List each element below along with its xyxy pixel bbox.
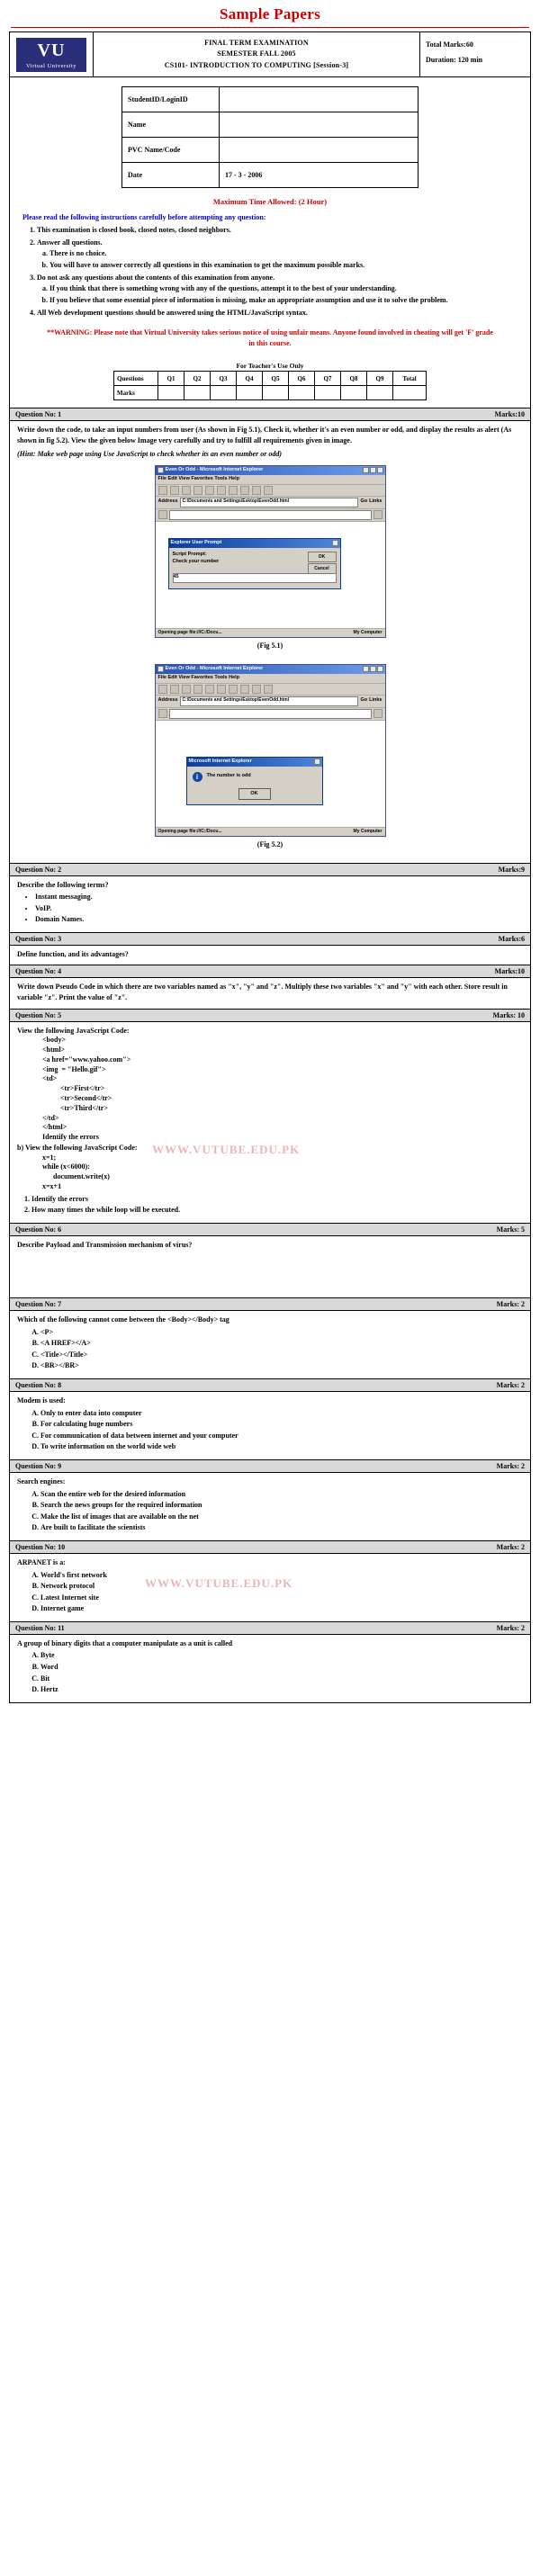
close-icon[interactable] bbox=[377, 467, 383, 473]
watermark-text-2: WWW.VUTUBE.EDU.PK bbox=[145, 1575, 293, 1590]
question-part-b: b) View the following JavaScript Code: bbox=[17, 1144, 138, 1153]
title-divider bbox=[11, 27, 529, 28]
back-icon[interactable] bbox=[158, 486, 167, 495]
question-options bbox=[40, 1408, 523, 1452]
media-icon[interactable] bbox=[240, 486, 249, 495]
alert-ok-button[interactable]: OK bbox=[238, 788, 271, 800]
refresh-icon[interactable] bbox=[194, 685, 202, 694]
question-number: Question No: 10 bbox=[15, 1542, 66, 1551]
alert-titlebar bbox=[187, 758, 322, 767]
question-text: Describe Payload and Transmission mechanism of virus? bbox=[17, 1241, 193, 1249]
instruction-subitem: b. If you believe that some essential piece of information is missing, make an appropriate assumption and use it to solve the problem. bbox=[50, 295, 518, 306]
instruction-sublist bbox=[50, 283, 518, 306]
browser-statusbar bbox=[156, 828, 385, 836]
mark-q9[interactable] bbox=[367, 386, 393, 400]
watermark-text: WWW.VUTUBE.EDU.PK bbox=[152, 1143, 301, 1157]
question-number: Question No: 9 bbox=[15, 1461, 62, 1470]
question-marks: Marks: 2 bbox=[496, 1300, 525, 1308]
option-item[interactable]: A. Only to enter data into computer bbox=[40, 1408, 523, 1419]
question-number: Question No: 2 bbox=[15, 865, 62, 874]
logo-text: VU bbox=[16, 38, 86, 62]
address-label: Address bbox=[158, 697, 178, 704]
col-q7: Q7 bbox=[315, 372, 341, 386]
instruction-item: 4. All Web development questions should be answered using the HTML/JavaScript syntax. bbox=[37, 308, 518, 319]
browser-statusbar bbox=[156, 629, 385, 637]
question-body-3 bbox=[10, 946, 530, 965]
code-line: document.write(x) bbox=[42, 1172, 110, 1181]
exam-line-3: CS101- INTRODUCTION TO COMPUTING [Session-3] bbox=[164, 60, 349, 69]
question-body-5 bbox=[10, 1022, 530, 1223]
favorites-icon[interactable] bbox=[229, 685, 238, 694]
question-header-10 bbox=[10, 1540, 530, 1554]
teachers-use-section bbox=[10, 360, 530, 408]
browser-searchbar[interactable] bbox=[156, 509, 385, 522]
university-logo bbox=[10, 32, 94, 76]
option-item[interactable]: B. Word bbox=[40, 1662, 523, 1673]
exam-line-1: FINAL TERM EXAMINATION bbox=[204, 39, 309, 47]
code-line: <img = "Hello.gif"> bbox=[42, 1064, 106, 1073]
question-body-2 bbox=[10, 876, 530, 932]
option-item[interactable]: D. Hertz bbox=[40, 1684, 523, 1695]
figure-caption-1: (Fig 5.1) bbox=[256, 642, 284, 651]
search-go-icon[interactable] bbox=[374, 510, 382, 519]
figure-5-1 bbox=[17, 460, 523, 659]
question-header-5 bbox=[10, 1009, 530, 1022]
question-number: Question No: 5 bbox=[15, 1010, 62, 1019]
col-q1: Q1 bbox=[158, 372, 184, 386]
option-item[interactable]: C. For communication of data between internet and your computer bbox=[40, 1431, 523, 1441]
status-left-text: Opening page file:///C:/Docu... bbox=[158, 629, 222, 635]
option-item[interactable]: A. World's first network bbox=[40, 1570, 523, 1581]
stop-icon[interactable] bbox=[182, 486, 191, 495]
info-value-pvc[interactable] bbox=[220, 138, 418, 163]
browser-menubar[interactable]: File Edit View Favorites Tools Help bbox=[156, 674, 385, 684]
table-row bbox=[122, 112, 418, 138]
question-subquestions bbox=[32, 1194, 523, 1216]
forward-icon[interactable] bbox=[170, 685, 179, 694]
question-header-9 bbox=[10, 1459, 530, 1473]
go-button[interactable]: Go bbox=[360, 697, 368, 704]
instruction-sublist bbox=[50, 248, 518, 271]
question-options bbox=[40, 1327, 523, 1371]
google-icon[interactable] bbox=[158, 510, 167, 519]
instruction-item: 2. Answer all questions. a. There is no choice. b. You will have to answer correctly all questions in this examination to get the maximum possible marks. bbox=[37, 238, 518, 271]
minimize-icon[interactable] bbox=[363, 467, 369, 473]
question-text: Modem is used: bbox=[17, 1396, 66, 1405]
code-identify-label: Identify the errors bbox=[42, 1133, 99, 1142]
instructions-section bbox=[10, 213, 530, 360]
browser-title-text: Even Or Odd - Microsoft Internet Explorer bbox=[165, 665, 264, 671]
code-line: <html> bbox=[42, 1046, 66, 1055]
code-line: </td> bbox=[42, 1113, 59, 1122]
info-label-name: Name bbox=[122, 112, 220, 138]
question-marks: Marks:6 bbox=[498, 934, 525, 943]
address-input[interactable]: C:\Documents and Settings\Esktop\EvenOdd.html bbox=[180, 696, 359, 706]
exam-line-2: SEMESTER FALL 2005 bbox=[217, 49, 296, 58]
question-options bbox=[40, 1570, 523, 1614]
history-icon[interactable] bbox=[252, 486, 261, 495]
list-item: 1. Identify the errors bbox=[32, 1194, 523, 1205]
option-item[interactable]: B. Search the news groups for the required information bbox=[40, 1500, 523, 1511]
question-marks: Marks: 2 bbox=[496, 1623, 525, 1632]
col-q3: Q3 bbox=[211, 372, 237, 386]
dialog-line-2: Check your number bbox=[172, 558, 220, 564]
dialog-cancel-button[interactable]: Cancel bbox=[308, 563, 337, 574]
forward-icon[interactable] bbox=[170, 486, 179, 495]
info-label-date: Date bbox=[122, 163, 220, 188]
instruction-item: 1. This examination is closed book, closed notes, closed neighbors. bbox=[37, 225, 518, 236]
mark-total[interactable] bbox=[393, 386, 427, 400]
col-q4: Q4 bbox=[237, 372, 263, 386]
code-block-a bbox=[42, 1036, 523, 1143]
code-block-b bbox=[42, 1153, 523, 1192]
question-marks: Marks: 5 bbox=[496, 1225, 525, 1234]
question-marks: Marks: 10 bbox=[492, 1010, 525, 1019]
browser-window-2 bbox=[155, 664, 386, 837]
question-body-7 bbox=[10, 1311, 530, 1378]
question-header-11 bbox=[10, 1621, 530, 1635]
info-icon: i bbox=[193, 772, 202, 782]
col-total: Total bbox=[393, 372, 427, 386]
question-body-1 bbox=[10, 421, 530, 862]
go-button[interactable]: Go bbox=[360, 498, 368, 505]
question-text: Describe the following terms? bbox=[17, 880, 109, 889]
question-header-3 bbox=[10, 932, 530, 946]
status-left-text: Opening page file:///C:/Docu... bbox=[158, 828, 222, 834]
alert-message: The number is odd bbox=[206, 773, 251, 779]
home-icon[interactable] bbox=[205, 685, 214, 694]
code-line: <body> bbox=[42, 1036, 67, 1045]
browser-searchbar[interactable] bbox=[156, 708, 385, 721]
code-line: while (x<6000): bbox=[42, 1162, 90, 1171]
code-line: x=x+1 bbox=[42, 1182, 62, 1191]
instruction-subitem: b. You will have to answer correctly all questions in this examination to get the maximum possible marks. bbox=[50, 260, 518, 271]
back-icon[interactable] bbox=[158, 685, 167, 694]
mark-q3[interactable] bbox=[211, 386, 237, 400]
question-body-6 bbox=[10, 1236, 530, 1297]
max-time-allowed: Maximum Time Allowed: (2 Hour) bbox=[212, 197, 328, 207]
browser-toolbar[interactable] bbox=[156, 485, 385, 497]
instructions-list bbox=[37, 225, 518, 319]
browser-menubar[interactable]: File Edit View Favorites Tools Help bbox=[156, 475, 385, 485]
option-item[interactable]: A. Byte bbox=[40, 1650, 523, 1661]
warning-text: **WARNING: Please note that Virtual University takes serious notice of using unfair means. Anyone found involved in cheating will get 'F' grade in this course. bbox=[47, 328, 493, 348]
question-body-11 bbox=[10, 1635, 530, 1702]
dialog-titlebar bbox=[169, 539, 340, 548]
google-icon[interactable] bbox=[158, 709, 167, 718]
print-icon[interactable] bbox=[264, 486, 273, 495]
question-number: Question No: 8 bbox=[15, 1380, 62, 1389]
list-item: • VoIP. bbox=[35, 903, 523, 914]
col-q5: Q5 bbox=[263, 372, 289, 386]
code-line: <a href="www.yahoo.com"> bbox=[42, 1055, 131, 1064]
question-header-7 bbox=[10, 1297, 530, 1311]
question-marks: Marks: 2 bbox=[496, 1380, 525, 1389]
alert-dialog bbox=[186, 757, 323, 805]
question-text: Which of the following cannot come between the <Body></Body> tag bbox=[17, 1315, 230, 1324]
option-item[interactable]: C. Latest Internet site bbox=[40, 1593, 523, 1603]
col-q2: Q2 bbox=[184, 372, 211, 386]
mark-q2[interactable] bbox=[184, 386, 211, 400]
instruction-subitem: a. There is no choice. bbox=[50, 248, 518, 259]
dialog-input[interactable]: 45 bbox=[173, 573, 337, 583]
table-row bbox=[114, 386, 427, 400]
question-options bbox=[40, 1489, 523, 1533]
search-input[interactable] bbox=[169, 510, 372, 520]
browser-viewport bbox=[156, 721, 385, 828]
table-row bbox=[122, 138, 418, 163]
window-controls[interactable] bbox=[363, 467, 383, 473]
maximize-icon[interactable] bbox=[370, 666, 376, 672]
question-text: A group of binary digits that a computer manipulate as a unit is called bbox=[17, 1638, 233, 1647]
question-header-6 bbox=[10, 1223, 530, 1236]
col-q6: Q6 bbox=[289, 372, 315, 386]
question-text: Write down the code, to take an input numbers from user (As shown in Fig 5.1), Check it, whether it's an even number or odd, and display the results as alert (As shown in fig 5.2). View the given below Image very carefully and try to fulfill all requirements given in image. bbox=[17, 426, 512, 444]
exam-paper-frame bbox=[9, 31, 531, 1703]
search-input[interactable] bbox=[169, 709, 372, 719]
question-header-2 bbox=[10, 863, 530, 876]
teachers-marks-table bbox=[113, 371, 427, 400]
browser-titlebar bbox=[156, 466, 385, 475]
dialog-line-1: Script Prompt: bbox=[172, 551, 207, 557]
marks-row-head: Marks bbox=[114, 386, 158, 400]
browser-title-text: Even Or Odd - Microsoft Internet Explorer bbox=[165, 466, 264, 472]
option-item[interactable]: D. Internet game bbox=[40, 1603, 523, 1614]
instruction-subitem: a. If you think that there is something wrong with any of the questions, attempt it to the best of your understanding. bbox=[50, 283, 518, 294]
code-line: x=1; bbox=[42, 1153, 57, 1162]
browser-window-1 bbox=[155, 465, 386, 638]
alert-close-icon[interactable] bbox=[314, 758, 320, 765]
code-line: <tr>First</tr> bbox=[42, 1084, 105, 1093]
code-line: <td> bbox=[42, 1074, 58, 1083]
figure-5-2 bbox=[17, 659, 523, 857]
page-title: Sample Papers bbox=[219, 5, 321, 22]
mark-q7[interactable] bbox=[315, 386, 341, 400]
code-line: <tr>Third</tr> bbox=[42, 1103, 108, 1112]
option-item[interactable]: A. <P> bbox=[40, 1327, 523, 1338]
question-marks: Marks: 2 bbox=[496, 1542, 525, 1551]
teachers-use-title: For Teacher's Use Only bbox=[236, 362, 304, 371]
question-number: Question No: 11 bbox=[15, 1623, 65, 1632]
option-item[interactable]: C. Make the list of images that are available on the net bbox=[40, 1512, 523, 1522]
close-icon[interactable] bbox=[377, 666, 383, 672]
links-label[interactable]: Links bbox=[369, 498, 382, 505]
window-controls[interactable] bbox=[363, 666, 383, 672]
option-item[interactable]: C. Bit bbox=[40, 1674, 523, 1684]
question-header-4 bbox=[10, 965, 530, 978]
exam-title-block bbox=[94, 32, 420, 76]
question-options bbox=[40, 1650, 523, 1694]
instructions-title: Please read the following instructions carefully before attempting any question: bbox=[22, 213, 266, 222]
refresh-icon[interactable] bbox=[194, 486, 202, 495]
exam-header bbox=[10, 32, 530, 77]
question-header-1 bbox=[10, 408, 530, 421]
info-value-name[interactable] bbox=[220, 112, 418, 138]
alert-body bbox=[187, 767, 322, 785]
table-row bbox=[122, 87, 418, 112]
question-number: Question No: 4 bbox=[15, 967, 62, 976]
code-line: </html> bbox=[42, 1123, 68, 1132]
question-marks: Marks:10 bbox=[494, 967, 525, 976]
dialog-title-text: Explorer User Prompt bbox=[170, 539, 222, 545]
question-header-8 bbox=[10, 1378, 530, 1392]
mark-q6[interactable] bbox=[289, 386, 315, 400]
table-row bbox=[114, 372, 427, 386]
mark-q8[interactable] bbox=[341, 386, 367, 400]
table-row bbox=[122, 163, 418, 188]
question-text: Search engines: bbox=[17, 1476, 66, 1485]
info-value-date[interactable]: 17 - 3 - 2006 bbox=[220, 163, 418, 188]
list-item: • Domain Names. bbox=[35, 914, 523, 925]
browser-toolbar[interactable] bbox=[156, 684, 385, 696]
links-label[interactable]: Links bbox=[369, 697, 382, 704]
maximize-icon[interactable] bbox=[370, 467, 376, 473]
info-label-pvc: PVC Name/Code bbox=[122, 138, 220, 163]
option-item[interactable]: B. <A HREF></A> bbox=[40, 1338, 523, 1349]
question-text: View the following JavaScript Code: bbox=[17, 1026, 130, 1035]
dialog-body bbox=[169, 548, 340, 588]
question-marks: Marks: 2 bbox=[496, 1461, 525, 1470]
list-item: • Instant messaging. bbox=[35, 892, 523, 902]
search-icon[interactable] bbox=[217, 486, 226, 495]
code-line: <tr>Second</tr> bbox=[42, 1094, 112, 1103]
mark-q1[interactable] bbox=[158, 386, 184, 400]
print-icon[interactable] bbox=[264, 685, 273, 694]
instruction-item: 3. Do not ask any questions about the contents of this examination from anyone. a. If you think that there is something wrong with any of the questions, attempt it to the best of your understanding. b. If you believe that some essential piece of information is missing, make an appropriate assumption and use it to solve the problem. bbox=[37, 273, 518, 306]
option-item[interactable]: D. Are built to facilitate the scientists bbox=[40, 1522, 523, 1533]
question-text: Write down Pseudo Code in which there are two variables named as "x", "y" and "z". Multiply these two variables "x" and "y" with each other. Store result in variable "z". Print the value of "z". bbox=[17, 983, 508, 1002]
dialog-ok-button[interactable]: OK bbox=[308, 552, 337, 562]
minimize-icon[interactable] bbox=[363, 666, 369, 672]
option-item[interactable]: A. Scan the entire web for the desired information bbox=[40, 1489, 523, 1500]
student-info-table bbox=[122, 86, 418, 188]
address-label: Address bbox=[158, 498, 178, 505]
option-item[interactable]: C. <Title></Title> bbox=[40, 1350, 523, 1360]
col-q9: Q9 bbox=[367, 372, 393, 386]
question-marks: Marks:10 bbox=[494, 410, 525, 419]
browser-addressbar[interactable] bbox=[156, 497, 385, 509]
questions-row-head: Questions bbox=[114, 372, 158, 386]
mark-q5[interactable] bbox=[263, 386, 289, 400]
question-number: Question No: 7 bbox=[15, 1300, 62, 1308]
search-icon[interactable] bbox=[217, 685, 226, 694]
browser-addressbar[interactable] bbox=[156, 696, 385, 708]
question-body-4 bbox=[10, 978, 530, 1008]
figure-caption-2: (Fig 5.2) bbox=[256, 839, 284, 848]
history-icon[interactable] bbox=[252, 685, 261, 694]
question-body-8 bbox=[10, 1392, 530, 1459]
dialog-close-icon[interactable] bbox=[332, 540, 338, 546]
duration: Duration: 120 min bbox=[426, 55, 483, 64]
browser-icon bbox=[158, 666, 164, 672]
logo-subtext: Virtual University bbox=[16, 62, 86, 72]
student-info-section bbox=[10, 77, 530, 192]
info-label-studentid: StudentID/LoginID bbox=[122, 87, 220, 112]
home-icon[interactable] bbox=[205, 486, 214, 495]
info-value-studentid[interactable] bbox=[220, 87, 418, 112]
question-number: Question No: 6 bbox=[15, 1225, 62, 1234]
favorites-icon[interactable] bbox=[229, 486, 238, 495]
stop-icon[interactable] bbox=[182, 685, 191, 694]
col-q8: Q8 bbox=[341, 372, 367, 386]
browser-titlebar bbox=[156, 665, 385, 674]
script-prompt-dialog bbox=[168, 538, 341, 589]
browser-viewport bbox=[156, 522, 385, 629]
question-text: Define function, and its advantages? bbox=[17, 949, 129, 958]
address-input[interactable]: C:\Documents and Settings\Esktop\EvenOdd.html bbox=[180, 498, 359, 507]
status-right-text: My Computer bbox=[353, 828, 382, 834]
question-hint: (Hint: Make web page using Use JavaScript to check whether its an even number or odd) bbox=[17, 450, 282, 459]
question-body-9 bbox=[10, 1473, 530, 1540]
search-go-icon[interactable] bbox=[374, 709, 382, 718]
question-list bbox=[35, 892, 523, 925]
browser-icon bbox=[158, 467, 164, 473]
total-marks: Total Marks:60 bbox=[426, 40, 473, 49]
alert-title-text: Microsoft Internet Explorer bbox=[188, 758, 252, 764]
media-icon[interactable] bbox=[240, 685, 249, 694]
option-item[interactable]: D. <BR></BR> bbox=[40, 1360, 523, 1371]
marks-duration-block bbox=[420, 32, 530, 76]
mark-q4[interactable] bbox=[237, 386, 263, 400]
question-marks: Marks:9 bbox=[498, 865, 525, 874]
option-item[interactable]: B. For calculating huge numbers bbox=[40, 1419, 523, 1430]
question-number: Question No: 1 bbox=[15, 410, 62, 419]
list-item: 2. How many times the while loop will be executed. bbox=[32, 1205, 523, 1216]
question-text: ARPANET is a: bbox=[17, 1557, 66, 1566]
question-body-10 bbox=[10, 1554, 530, 1621]
question-number: Question No: 3 bbox=[15, 934, 62, 943]
status-right-text: My Computer bbox=[353, 629, 382, 635]
option-item[interactable]: B. Network protocol bbox=[40, 1581, 523, 1592]
option-item[interactable]: D. To write information on the world wide web bbox=[40, 1441, 523, 1452]
